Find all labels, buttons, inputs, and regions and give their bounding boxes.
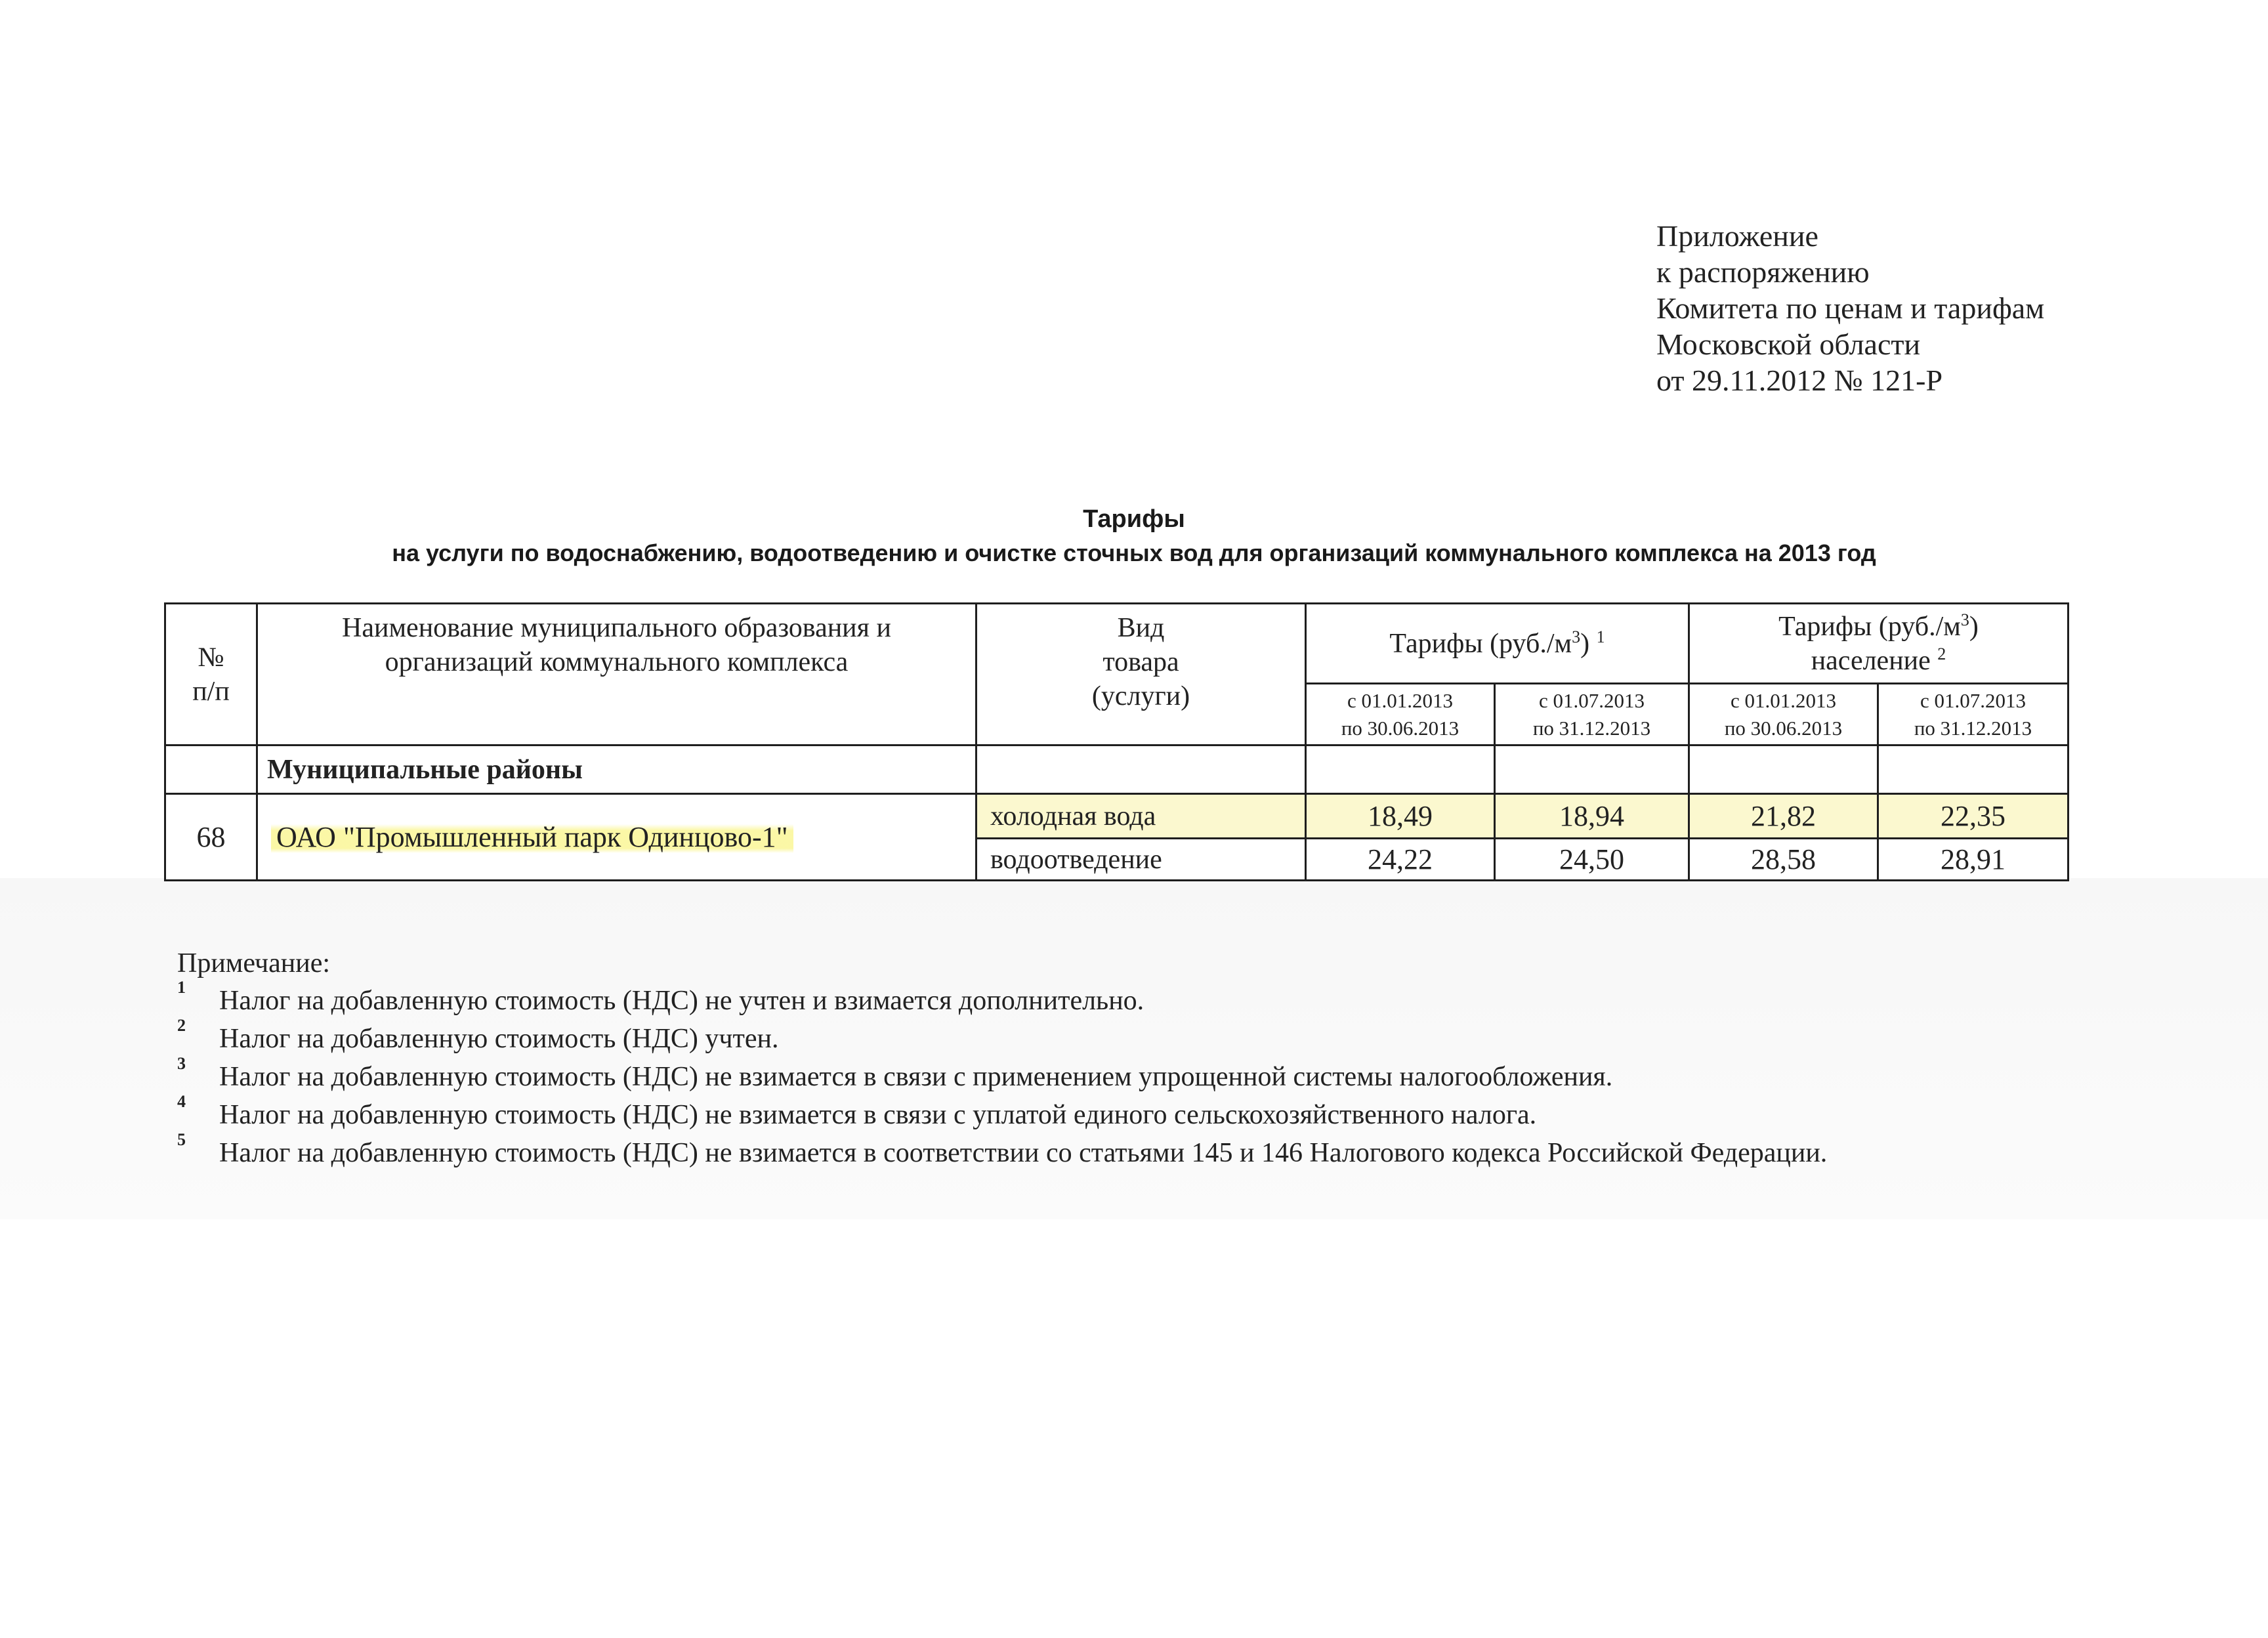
note-mark: 3 <box>177 1054 186 1073</box>
period-to: по 30.06.2013 <box>1341 716 1460 740</box>
note-mark: 5 <box>177 1130 186 1149</box>
header-organization-line: организаций коммунального комплекса <box>385 647 849 677</box>
period-from: с 01.01.2013 <box>1730 688 1836 712</box>
organization-name-text: ОАО "Промышленный парк Одинцово-1" <box>271 821 793 853</box>
tariff-value: 24,50 <box>1495 839 1689 881</box>
empty-cell <box>1878 746 2068 794</box>
period-from: с 01.07.2013 <box>1538 688 1645 712</box>
note-item <box>177 1130 2212 1172</box>
note-mark: 4 <box>177 1092 186 1111</box>
header-population-tariffs <box>1689 604 2068 684</box>
footnote-ref-1: 1 <box>1596 627 1605 646</box>
document-title: Тарифы <box>1083 505 1185 533</box>
tariff-table <box>164 602 2069 881</box>
appendix-line: Московской области <box>1656 327 1921 361</box>
table-row <box>165 794 2068 839</box>
header-pop-line2: население <box>1811 645 1931 676</box>
header-goods <box>976 604 1306 746</box>
period-from: с 01.07.2013 <box>1920 688 2026 712</box>
period-header <box>1495 684 1689 746</box>
empty-cell <box>1306 746 1495 794</box>
note-text: Налог на добавленную стоимость (НДС) не учтен и взимается дополнительно. <box>219 986 1144 1016</box>
note-text: Налог на добавленную стоимость (НДС) учтен. <box>219 1024 779 1054</box>
period-to: по 31.12.2013 <box>1914 716 2032 740</box>
header-organization <box>257 604 976 746</box>
empty-cell <box>1495 746 1689 794</box>
note-text: Налог на добавленную стоимость (НДС) не взимается в связи с применением упрощенной системы налогообложения. <box>219 1062 1613 1092</box>
period-header <box>1689 684 1878 746</box>
tariff-value: 28,58 <box>1689 839 1878 881</box>
note-mark: 2 <box>177 1016 186 1035</box>
service-name: водоотведение <box>976 839 1306 881</box>
header-tariffs-close: ) <box>1580 628 1590 659</box>
note-text: Налог на добавленную стоимость (НДС) не взимается в соответствии со статьями 145 и 146 Налогового кодекса Российской Федерации. <box>219 1138 1828 1168</box>
organization-name <box>257 794 976 881</box>
period-to: по 30.06.2013 <box>1724 716 1843 740</box>
header-pop-unit-sup: 3 <box>1960 610 1969 629</box>
tariff-value: 24,22 <box>1306 839 1495 881</box>
empty-cell <box>976 746 1306 794</box>
header-tariffs-unit-sup: 3 <box>1572 627 1581 646</box>
section-title: Муниципальные районы <box>257 746 976 794</box>
header-goods-line: товара <box>1102 647 1179 677</box>
note-item <box>177 978 2212 1020</box>
appendix-block <box>1656 218 2194 398</box>
period-header <box>1306 684 1495 746</box>
header-pop-label: Тарифы (руб./м <box>1778 611 1961 642</box>
tariff-value: 28,91 <box>1878 839 2068 881</box>
notes-block <box>177 945 2212 1172</box>
service-name: холодная вода <box>976 794 1306 839</box>
period-from: с 01.01.2013 <box>1347 688 1453 712</box>
section-number-cell <box>165 746 257 794</box>
header-tariffs <box>1306 604 1689 684</box>
header-pop-close: ) <box>1969 611 1979 642</box>
tariff-value: 21,82 <box>1689 794 1878 839</box>
row-number: 68 <box>165 794 257 881</box>
empty-cell <box>1689 746 1878 794</box>
header-number-line: № <box>198 642 224 673</box>
note-text: Налог на добавленную стоимость (НДС) не взимается в связи с уплатой единого сельскохозяйственного налога. <box>219 1100 1537 1130</box>
header-goods-line: (услуги) <box>1091 681 1190 711</box>
note-mark: 1 <box>177 978 186 997</box>
note-item <box>177 1054 2212 1096</box>
header-organization-line: Наименование муниципального образования и <box>342 613 891 643</box>
period-to: по 31.12.2013 <box>1532 716 1651 740</box>
header-tariffs-label: Тарифы (руб./м <box>1389 628 1572 659</box>
note-item <box>177 1016 2212 1058</box>
tariff-value: 18,49 <box>1306 794 1495 839</box>
appendix-line: Приложение <box>1656 219 1818 253</box>
header-number <box>165 604 257 746</box>
period-header <box>1878 684 2068 746</box>
appendix-line: Комитета по ценам и тарифам <box>1656 291 2045 325</box>
header-goods-line: Вид <box>1117 613 1165 643</box>
note-item <box>177 1092 2212 1134</box>
tariff-value: 22,35 <box>1878 794 2068 839</box>
document-subtitle: на услуги по водоснабжению, водоотведению и очистке сточных вод для организаций коммунального комплекса на 2013 год <box>392 539 1876 566</box>
tariff-value: 18,94 <box>1495 794 1689 839</box>
appendix-line: от 29.11.2012 № 121-Р <box>1656 364 1943 397</box>
notes-title: Примечание: <box>177 948 331 978</box>
footnote-ref-2: 2 <box>1937 644 1946 663</box>
header-number-line: п/п <box>192 676 230 707</box>
appendix-line: к распоряжению <box>1656 255 1870 289</box>
